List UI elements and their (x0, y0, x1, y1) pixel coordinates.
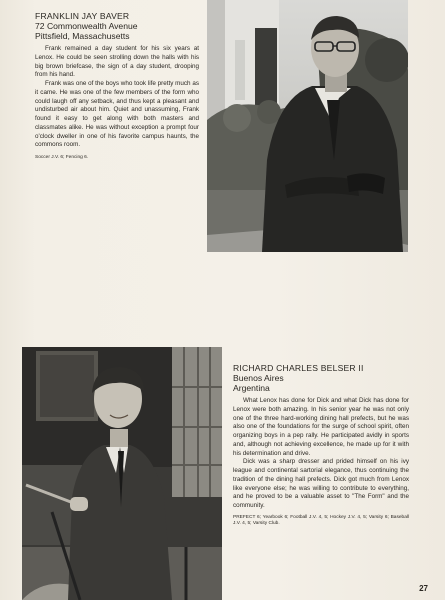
student-address-line2: Argentina (233, 383, 270, 393)
bio-paragraph-1: What Lenox has done for Dick and what Dick has done for Lenox were both amazing. In his senior year he was not only one of the three hard-working dining hall prefects, but he was also one of the foundations for the surge of school spirit, often organizing boys in a pep rally. He participated avidly in sports and, although not achieving excellence, he made up for it with his determination and drive. (233, 397, 409, 457)
student-name: RICHARD CHARLES BELSER II (233, 363, 364, 373)
portrait-photo-belser (22, 347, 222, 600)
bio-paragraph-2: Dick was a sharp dresser and prided himself on his ivy league and continental sartorial elegance, thus continuing the tradition of the dining hall prefects. Dick got much from Lenox like everyone else; he was willing to contribute to everything, and he proved to be a valuable asset to "The Form" and the community. (233, 458, 409, 509)
student-name: FRANKLIN JAY BAVER (35, 11, 130, 21)
activities-list: Soccer J.V. 6; Fencing 6. (35, 155, 89, 160)
student-address-line1: 72 Commonwealth Avenue (35, 21, 138, 31)
page-number: 27 (419, 584, 428, 593)
bio-paragraph-1: Frank remained a day student for his six years at Lenox. He could be seen strolling down the halls with his big brown briefcase, the sign of a day student, drooping from his hand. (35, 45, 199, 79)
student-address-line1: Buenos Aires (233, 373, 284, 383)
portrait-photo-baver (207, 0, 408, 252)
entry-belser (233, 363, 409, 528)
activities-list: PREFECT 6; Yearbook 6; Football J.V. 4, 5; Hockey J.V. 4, 5; Varsity 6; Baseball J.V. 4, 5; Varsity Club. (233, 514, 409, 527)
entry-baver (35, 11, 199, 162)
student-address-line2: Pittsfield, Massachusetts (35, 31, 130, 41)
bio-paragraph-2: Frank was one of the boys who took life pretty much as it came. He was one of the few members of the form who could laugh off any setback, and thus kept a pleasant and undisturbed air about him. Quiet and unassuming, Frank found it easy to get along with both masters and classmates alike. He was without exception a prompt four o'clock dweller in one of his favorite campus haunts, the commons room. (35, 80, 199, 149)
